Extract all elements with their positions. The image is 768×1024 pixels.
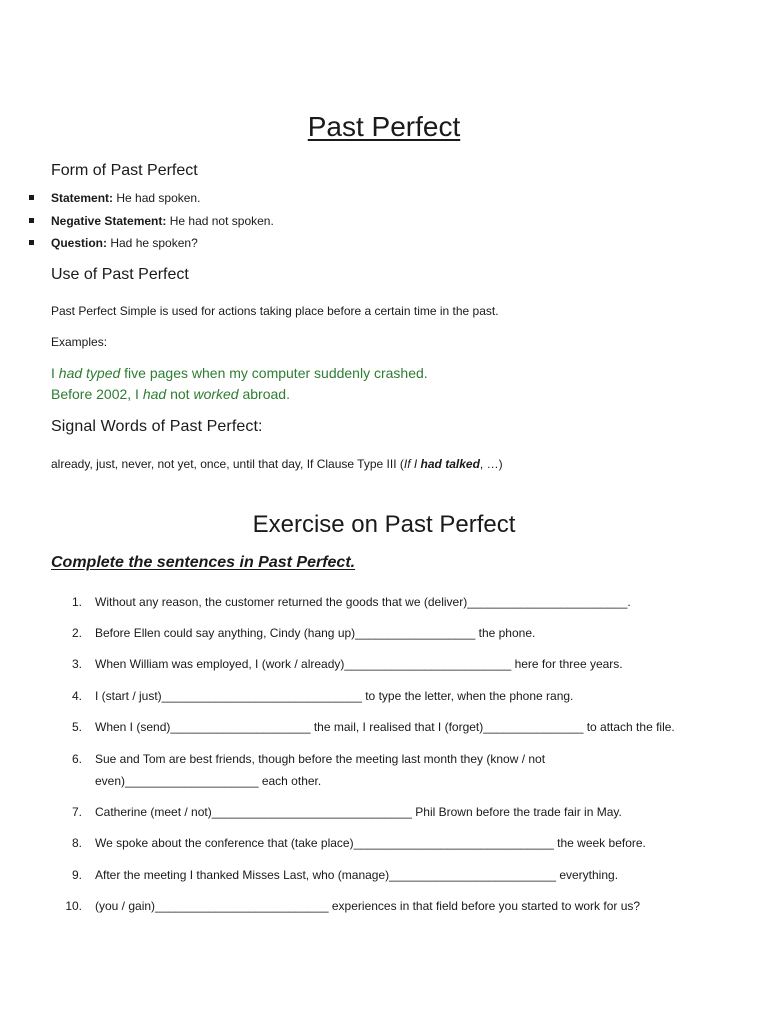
form-label: Question:	[51, 236, 107, 250]
exercise-number: 2.	[71, 626, 82, 640]
exercise-title: Exercise on Past Perfect	[252, 511, 516, 538]
bullet-square-icon	[29, 240, 34, 245]
exercise-sentence: even)____________________ each other.	[95, 774, 322, 788]
list-item	[0, 189, 768, 212]
form-label: Negative Statement:	[51, 213, 167, 228]
exercise-sentence: We spoke about the conference that (take place)______________________________ the week before.	[95, 836, 646, 850]
bullet-square-icon	[29, 218, 34, 223]
bullet-square-icon	[29, 195, 34, 200]
exercise-number: 6.	[71, 752, 82, 766]
exercise-number: 9.	[71, 868, 82, 882]
list-item	[0, 234, 768, 257]
exercise-sentence: Before Ellen could say anything, Cindy (hang up)__________________ the phone.	[95, 626, 536, 640]
exercise-number: 4.	[71, 689, 82, 703]
form-example: He had not spoken.	[169, 213, 274, 228]
exercise-sentence: (you / gain)__________________________ experiences in that field before you started to work for us?	[95, 899, 641, 913]
examples-label: Examples:	[51, 335, 108, 349]
exercise-sentence: After the meeting I thanked Misses Last, who (manage)_________________________ everything.	[95, 868, 619, 882]
list-item	[0, 212, 768, 235]
form-label: Statement:	[51, 191, 114, 205]
exercise-sentence: When William was employed, I (work / already)_________________________ here for three years.	[95, 657, 623, 671]
signal-words-text: already, just, never, not yet, once, until that day, If Clause Type III (If I had talked, …)	[51, 457, 503, 471]
form-example: He had spoken.	[116, 191, 201, 205]
exercise-number: 7.	[71, 805, 82, 819]
example-sentence: I had typed five pages when my computer suddenly crashed.	[51, 365, 428, 381]
use-text: Past Perfect Simple is used for actions taking place before a certain time in the past.	[51, 304, 499, 318]
exercise-sentence: I (start / just)______________________________ to type the letter, when the phone rang.	[95, 689, 574, 703]
form-list	[0, 189, 768, 257]
exercise-number: 3.	[71, 657, 82, 671]
exercise-number: 10.	[65, 899, 82, 913]
page-title: Past Perfect	[307, 111, 461, 142]
exercise-number: 5.	[71, 720, 82, 734]
signal-words-heading: Signal Words of Past Perfect:	[51, 418, 263, 435]
exercise-number: 1.	[71, 595, 82, 609]
form-heading: Form of Past Perfect	[51, 162, 198, 179]
exercise-sentence: Sue and Tom are best friends, though before the meeting last month they (know / not	[95, 752, 546, 766]
form-example: Had he spoken?	[110, 236, 198, 250]
exercise-sentence: Catherine (meet / not)______________________________ Phil Brown before the trade fair in May.	[95, 805, 622, 819]
use-heading: Use of Past Perfect	[51, 266, 189, 283]
exercise-instruction: Complete the sentences in Past Perfect.	[51, 554, 356, 571]
exercise-sentence: When I (send)_____________________ the mail, I realised that I (forget)_______________ to attach the file.	[95, 720, 675, 734]
exercise-sentence: Without any reason, the customer returned the goods that we (deliver)________________________.	[95, 595, 631, 609]
exercise-number: 8.	[71, 836, 82, 850]
example-sentence: Before 2002, I had not worked abroad.	[51, 386, 290, 402]
